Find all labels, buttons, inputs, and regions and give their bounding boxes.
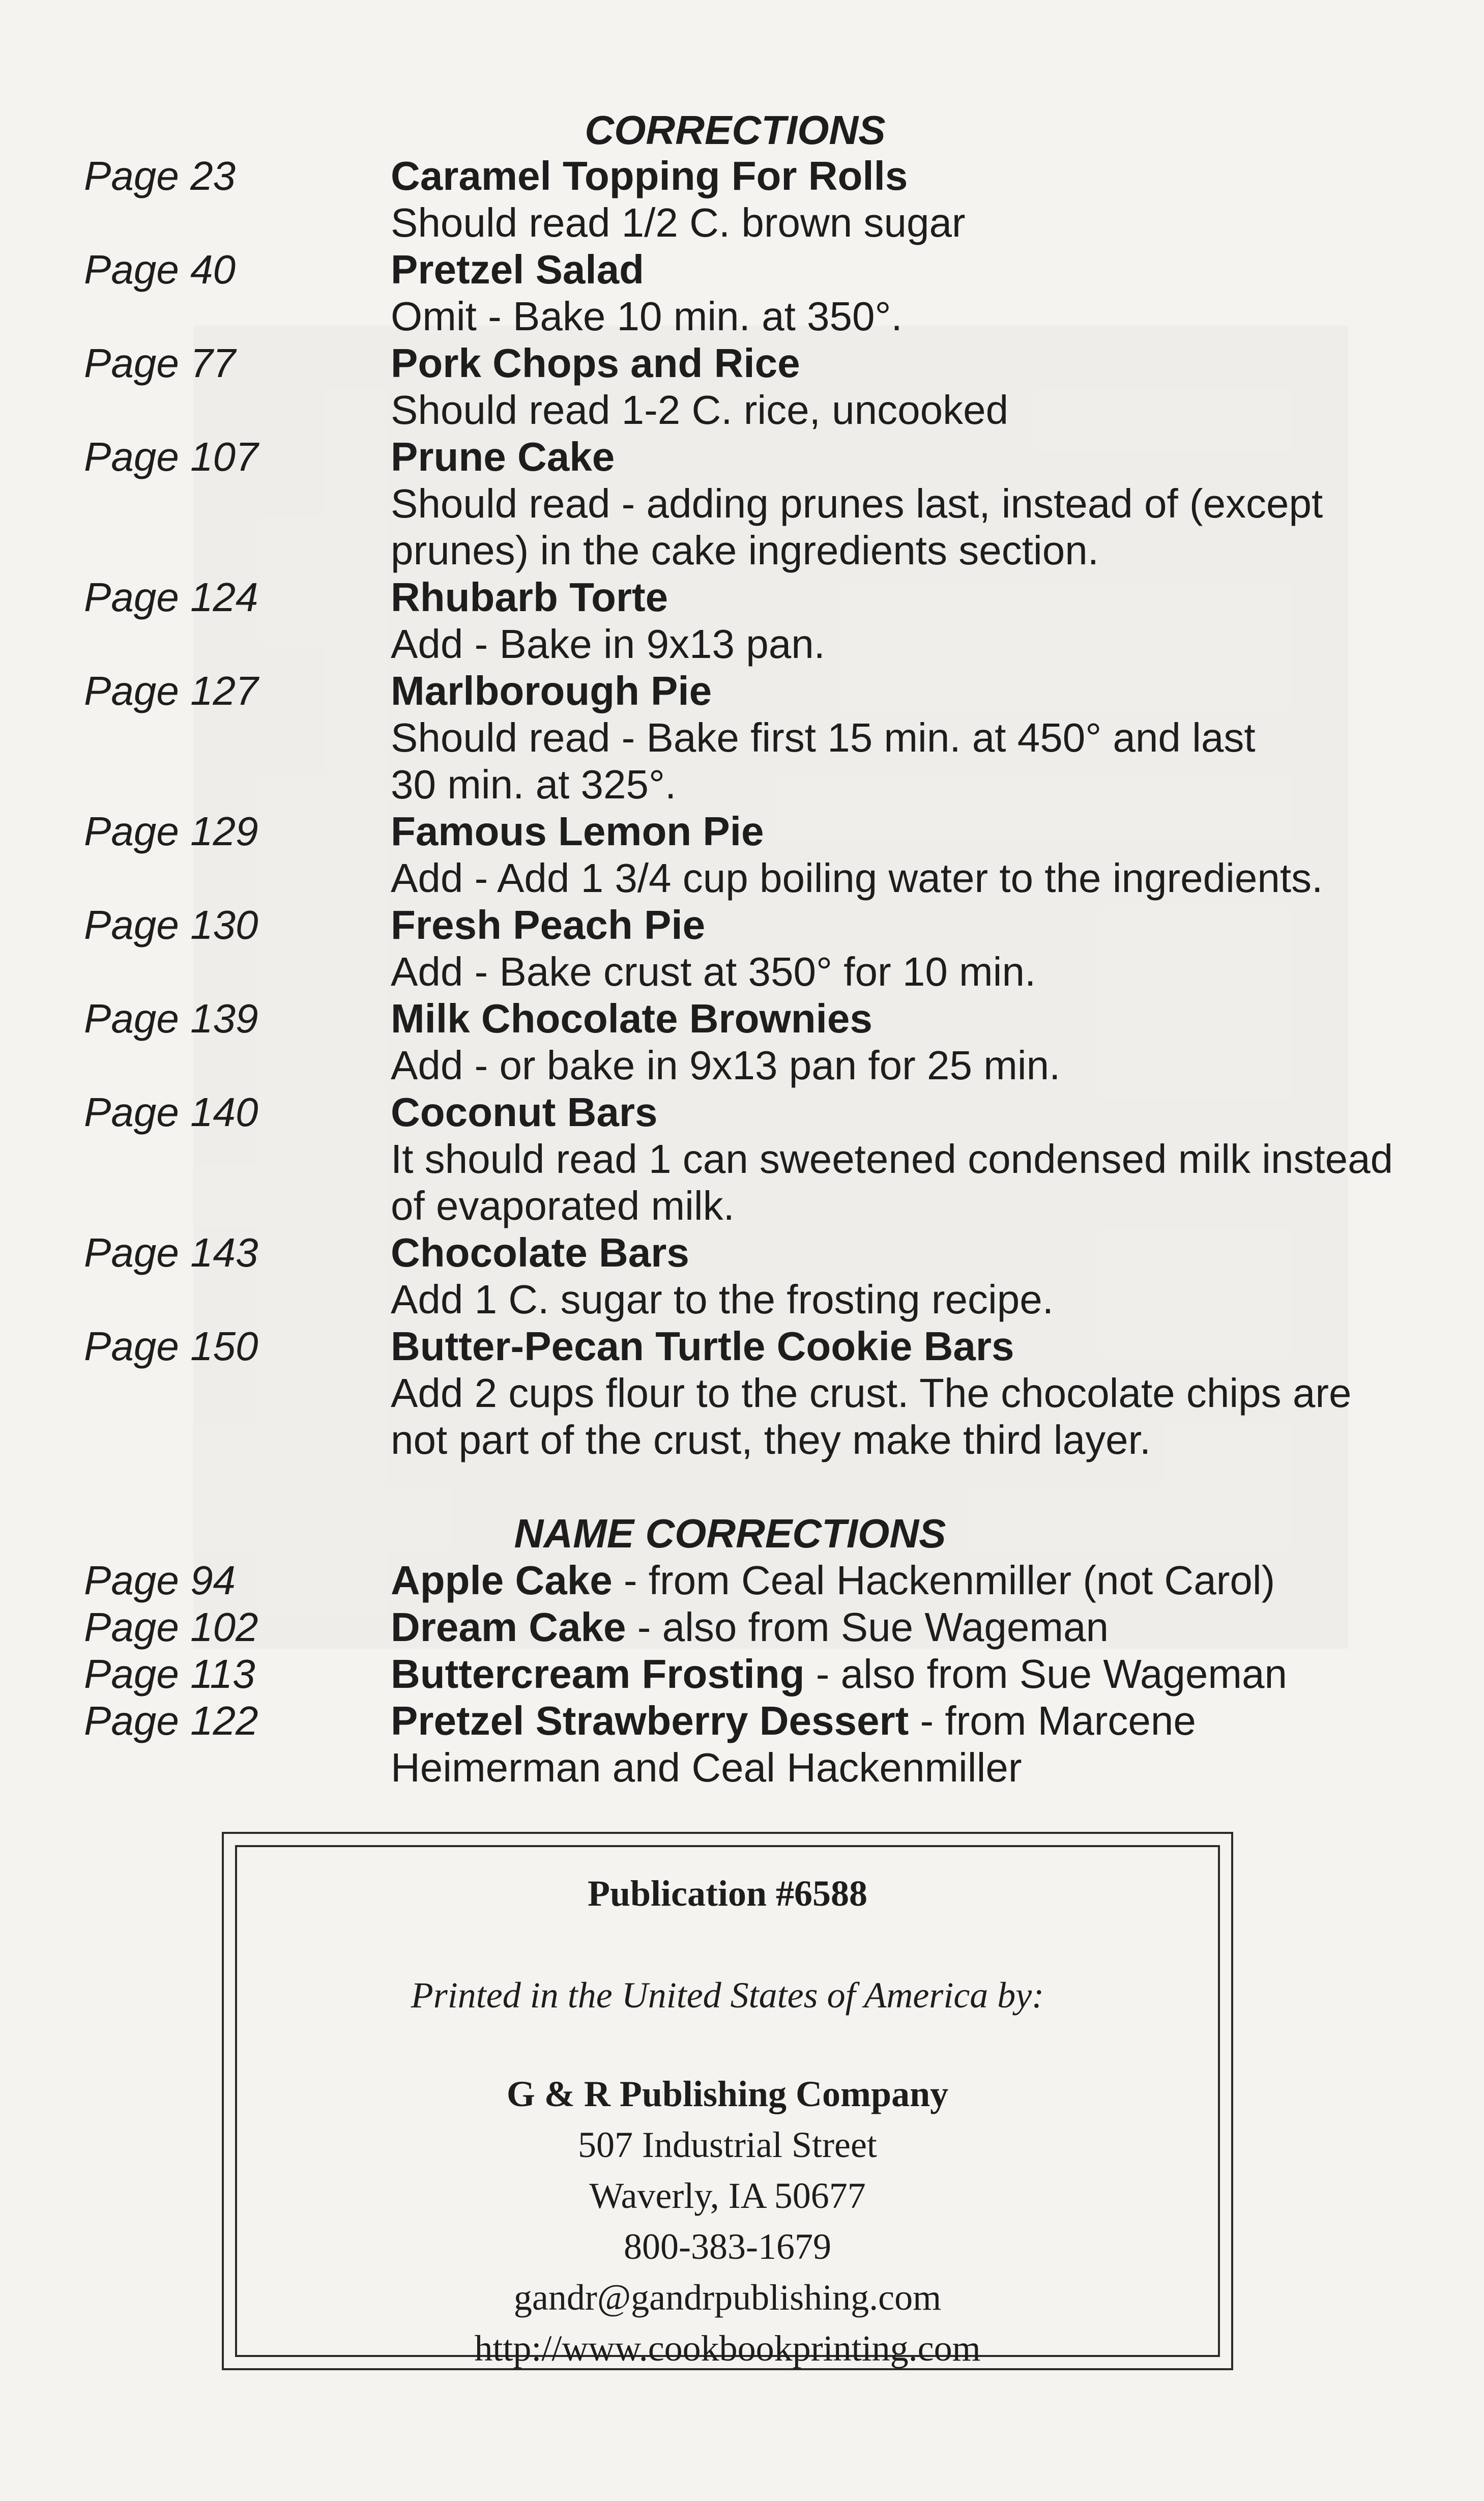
page-ref: Page 127: [84, 668, 258, 713]
name-correction-text: - from Marcene: [909, 1698, 1196, 1743]
correction-text: Omit - Bake 10 min. at 350°.: [391, 294, 903, 339]
page-ref: Page 113: [84, 1651, 255, 1697]
recipe-title: Caramel Topping For Rolls: [391, 153, 908, 198]
correction-body: [391, 340, 1429, 434]
publication-info: [224, 1834, 1231, 2368]
recipe-title: Prune Cake: [391, 434, 615, 479]
page-ref: Page 23: [84, 153, 236, 198]
page-ref: Page 40: [84, 247, 236, 292]
correction-body: [391, 153, 1429, 246]
company-name: G & R Publishing Company: [506, 2074, 949, 2114]
recipe-title: Pork Chops and Rice: [391, 340, 800, 386]
name-correction-continuation: Heimerman and Ceal Hackenmiller: [391, 1745, 1022, 1790]
recipe-title: Buttercream Frosting: [391, 1651, 805, 1697]
correction-text: Add - or bake in 9x13 pan for 25 min.: [391, 1043, 1061, 1088]
recipe-title: Apple Cake: [391, 1558, 613, 1603]
correction-text: Add 1 C. sugar to the frosting recipe.: [391, 1277, 1054, 1322]
name-correction-body: [391, 1651, 1429, 1698]
correction-body: [391, 1323, 1429, 1463]
page-ref: Page 124: [84, 574, 258, 620]
name-correction-line: [391, 1558, 1275, 1603]
recipe-title: Dream Cake: [391, 1604, 626, 1650]
correction-text: Should read 1/2 C. brown sugar: [391, 200, 966, 245]
correction-text: Add 2 cups flour to the crust. The chocolate chips are: [391, 1370, 1352, 1416]
correction-body: [391, 434, 1429, 574]
recipe-title: Chocolate Bars: [391, 1230, 689, 1275]
corrections-heading: CORRECTIONS: [585, 107, 886, 153]
recipe-title: Pretzel Salad: [391, 247, 645, 292]
page-ref: Page 150: [84, 1324, 258, 1369]
correction-text: Add - Add 1 3/4 cup boiling water to the ingredients.: [391, 855, 1323, 901]
name-correction-body: [391, 1698, 1429, 1791]
phone-number: 800-383-1679: [624, 2226, 831, 2267]
street-address: 507 Industrial Street: [578, 2124, 877, 2165]
correction-body: [391, 1089, 1429, 1229]
correction-text: Should read - Bake first 15 min. at 450° and last: [391, 715, 1256, 760]
name-correction-text: - from Ceal Hackenmiller (not Carol): [612, 1558, 1275, 1603]
correction-body: [391, 668, 1429, 808]
page-ref: Page 94: [84, 1558, 236, 1603]
recipe-title: Rhubarb Torte: [391, 574, 668, 620]
publication-number: Publication #6588: [587, 1873, 868, 1914]
recipe-title: Coconut Bars: [391, 1089, 658, 1135]
recipe-title: Fresh Peach Pie: [391, 902, 706, 947]
correction-body: [391, 1229, 1429, 1323]
name-corrections-heading: NAME CORRECTIONS: [514, 1511, 946, 1556]
name-correction-line: [391, 1604, 1109, 1650]
correction-body: [391, 902, 1429, 995]
correction-text: of evaporated milk.: [391, 1183, 735, 1228]
correction-text: prunes) in the cake ingredients section.: [391, 528, 1099, 573]
correction-body: [391, 246, 1429, 340]
page-ref: Page 129: [84, 809, 258, 854]
correction-text: Add - Bake in 9x13 pan.: [391, 621, 825, 667]
website-url: http://www.cookbookprinting.com: [474, 2328, 981, 2369]
name-correction-line: [391, 1651, 1287, 1697]
correction-text: Should read 1-2 C. rice, uncooked: [391, 387, 1009, 433]
page-ref: Page 139: [84, 996, 258, 1041]
page-ref: Page 77: [84, 340, 236, 386]
name-correction-body: [391, 1604, 1429, 1651]
publication-box: [222, 1832, 1233, 2370]
name-correction-text: - also from Sue Wageman: [804, 1651, 1287, 1697]
page-ref: Page 140: [84, 1089, 258, 1135]
email-address: gandr@gandrpublishing.com: [513, 2277, 942, 2318]
correction-body: [391, 574, 1429, 668]
printed-by-line: Printed in the United States of America by:: [411, 1975, 1044, 2016]
page-ref: Page 130: [84, 902, 258, 947]
correction-text: It should read 1 can sweetened condensed milk instead: [391, 1136, 1393, 1182]
recipe-title: Famous Lemon Pie: [391, 809, 764, 854]
name-correction-text: - also from Sue Wageman: [626, 1604, 1109, 1650]
page-ref: Page 107: [84, 434, 258, 479]
page-ref: Page 143: [84, 1230, 258, 1275]
correction-text: Add - Bake crust at 350° for 10 min.: [391, 949, 1036, 994]
correction-text: not part of the crust, they make third layer.: [391, 1417, 1151, 1462]
page-ref: Page 102: [84, 1604, 258, 1650]
page-ref: Page 122: [84, 1698, 258, 1743]
correction-body: [391, 995, 1429, 1089]
name-correction-line: [391, 1698, 1429, 1744]
recipe-title: Marlborough Pie: [391, 668, 712, 713]
recipe-title: Milk Chocolate Brownies: [391, 996, 872, 1041]
name-correction-body: [391, 1557, 1429, 1604]
correction-text: Should read - adding prunes last, instead of (except: [391, 481, 1323, 526]
correction-body: [391, 808, 1429, 902]
city-state-zip: Waverly, IA 50677: [589, 2175, 866, 2216]
recipe-title: Pretzel Strawberry Dessert: [391, 1698, 909, 1743]
recipe-title: Butter-Pecan Turtle Cookie Bars: [391, 1324, 1014, 1369]
correction-text: 30 min. at 325°.: [391, 762, 677, 807]
